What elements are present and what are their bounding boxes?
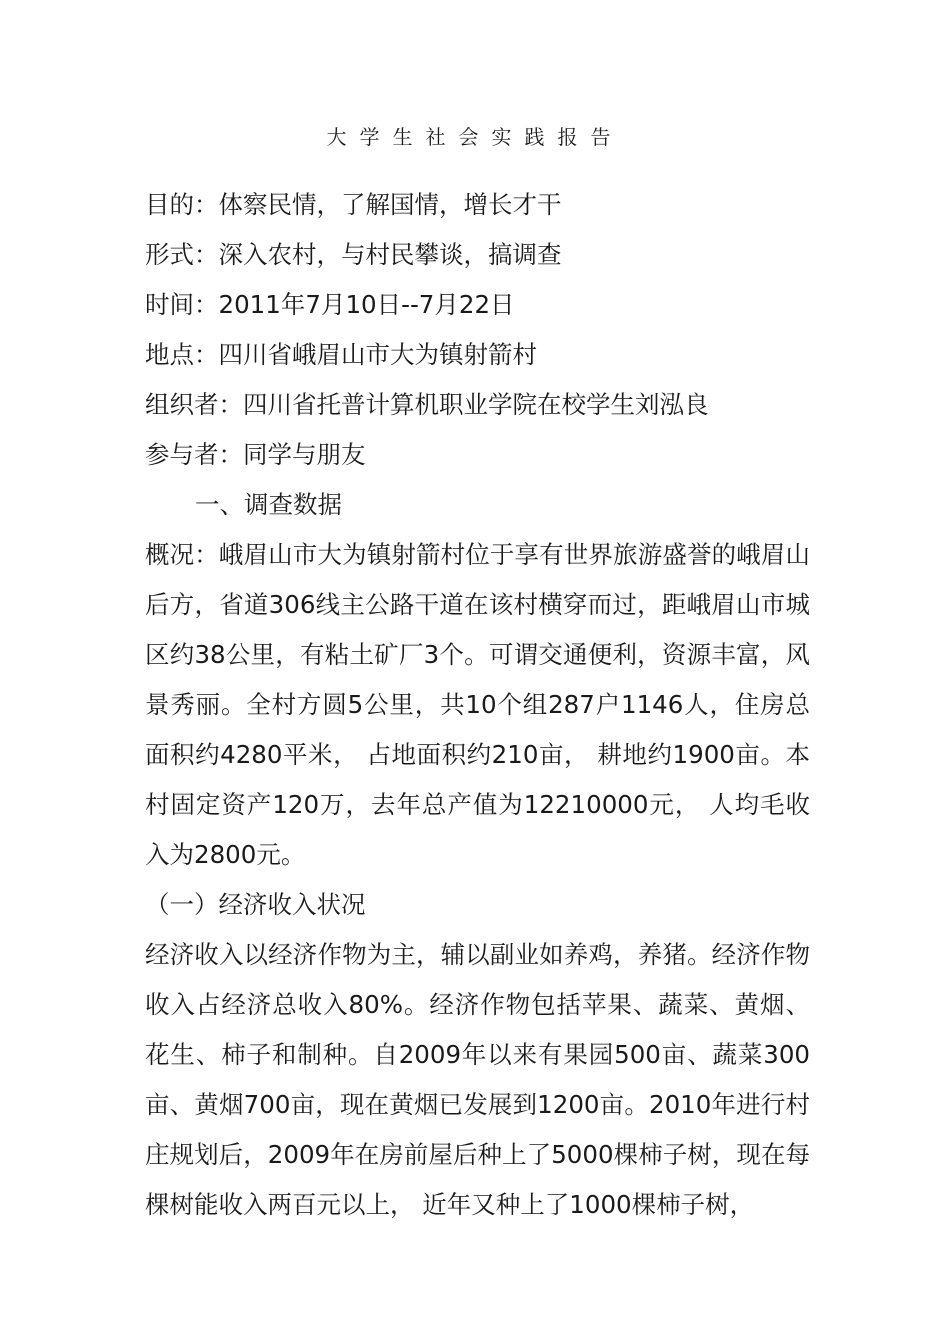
sub-heading: （一）经济收入状况 — [145, 890, 366, 919]
meta-participants: 参与者：同学与朋友 — [145, 440, 366, 469]
section-heading: 一、调查数据 — [195, 490, 342, 519]
economy-paragraph: 经济收入以经济作物为主，辅以副业如养鸡，养猪。经济作物收入占经济总收入80%。经济作物包括苹果、蔬菜、黄烟、花生、柿子和制种。自2009年以来有果园500亩、蔬菜300亩、黄烟700亩，现在黄烟已发展到1200亩。2010年进行村庄规划后，2009年在房前屋后种上了5000棵柿子树，现在每棵树能收入两百元以上， 近年又种上了1000棵柿子树， — [145, 940, 810, 1219]
meta-time: 时间：2011年7月10日--7月22日 — [145, 290, 515, 319]
meta-form: 形式：深入农村，与村民攀谈，搞调查 — [145, 240, 562, 269]
report-title: 大学生社会实践报告 — [326, 125, 624, 149]
meta-location: 地点：四川省峨眉山市大为镇射箭村 — [145, 340, 537, 369]
overview-paragraph: 概况：峨眉山市大为镇射箭村位于享有世界旅游盛誉的峨眉山后方，省道306线主公路干道在该村横穿而过，距峨眉山市城区约38公里，有粘土矿厂3个。可谓交通便利，资源丰富，风景秀丽。全村方圆5公里，共10个组287户1146人，住房总面积约4280平米， 占地面积约210亩， 耕地约1900亩。本村固定资产120万，去年总产值为12210000元， 人均毛收入为2800元。 — [145, 540, 810, 869]
meta-purpose: 目的：体察民情，了解国情，增长才干 — [145, 190, 562, 219]
meta-organizer: 组织者：四川省托普计算机职业学院在校学生刘泓良 — [145, 390, 709, 419]
report-body — [145, 180, 810, 1230]
